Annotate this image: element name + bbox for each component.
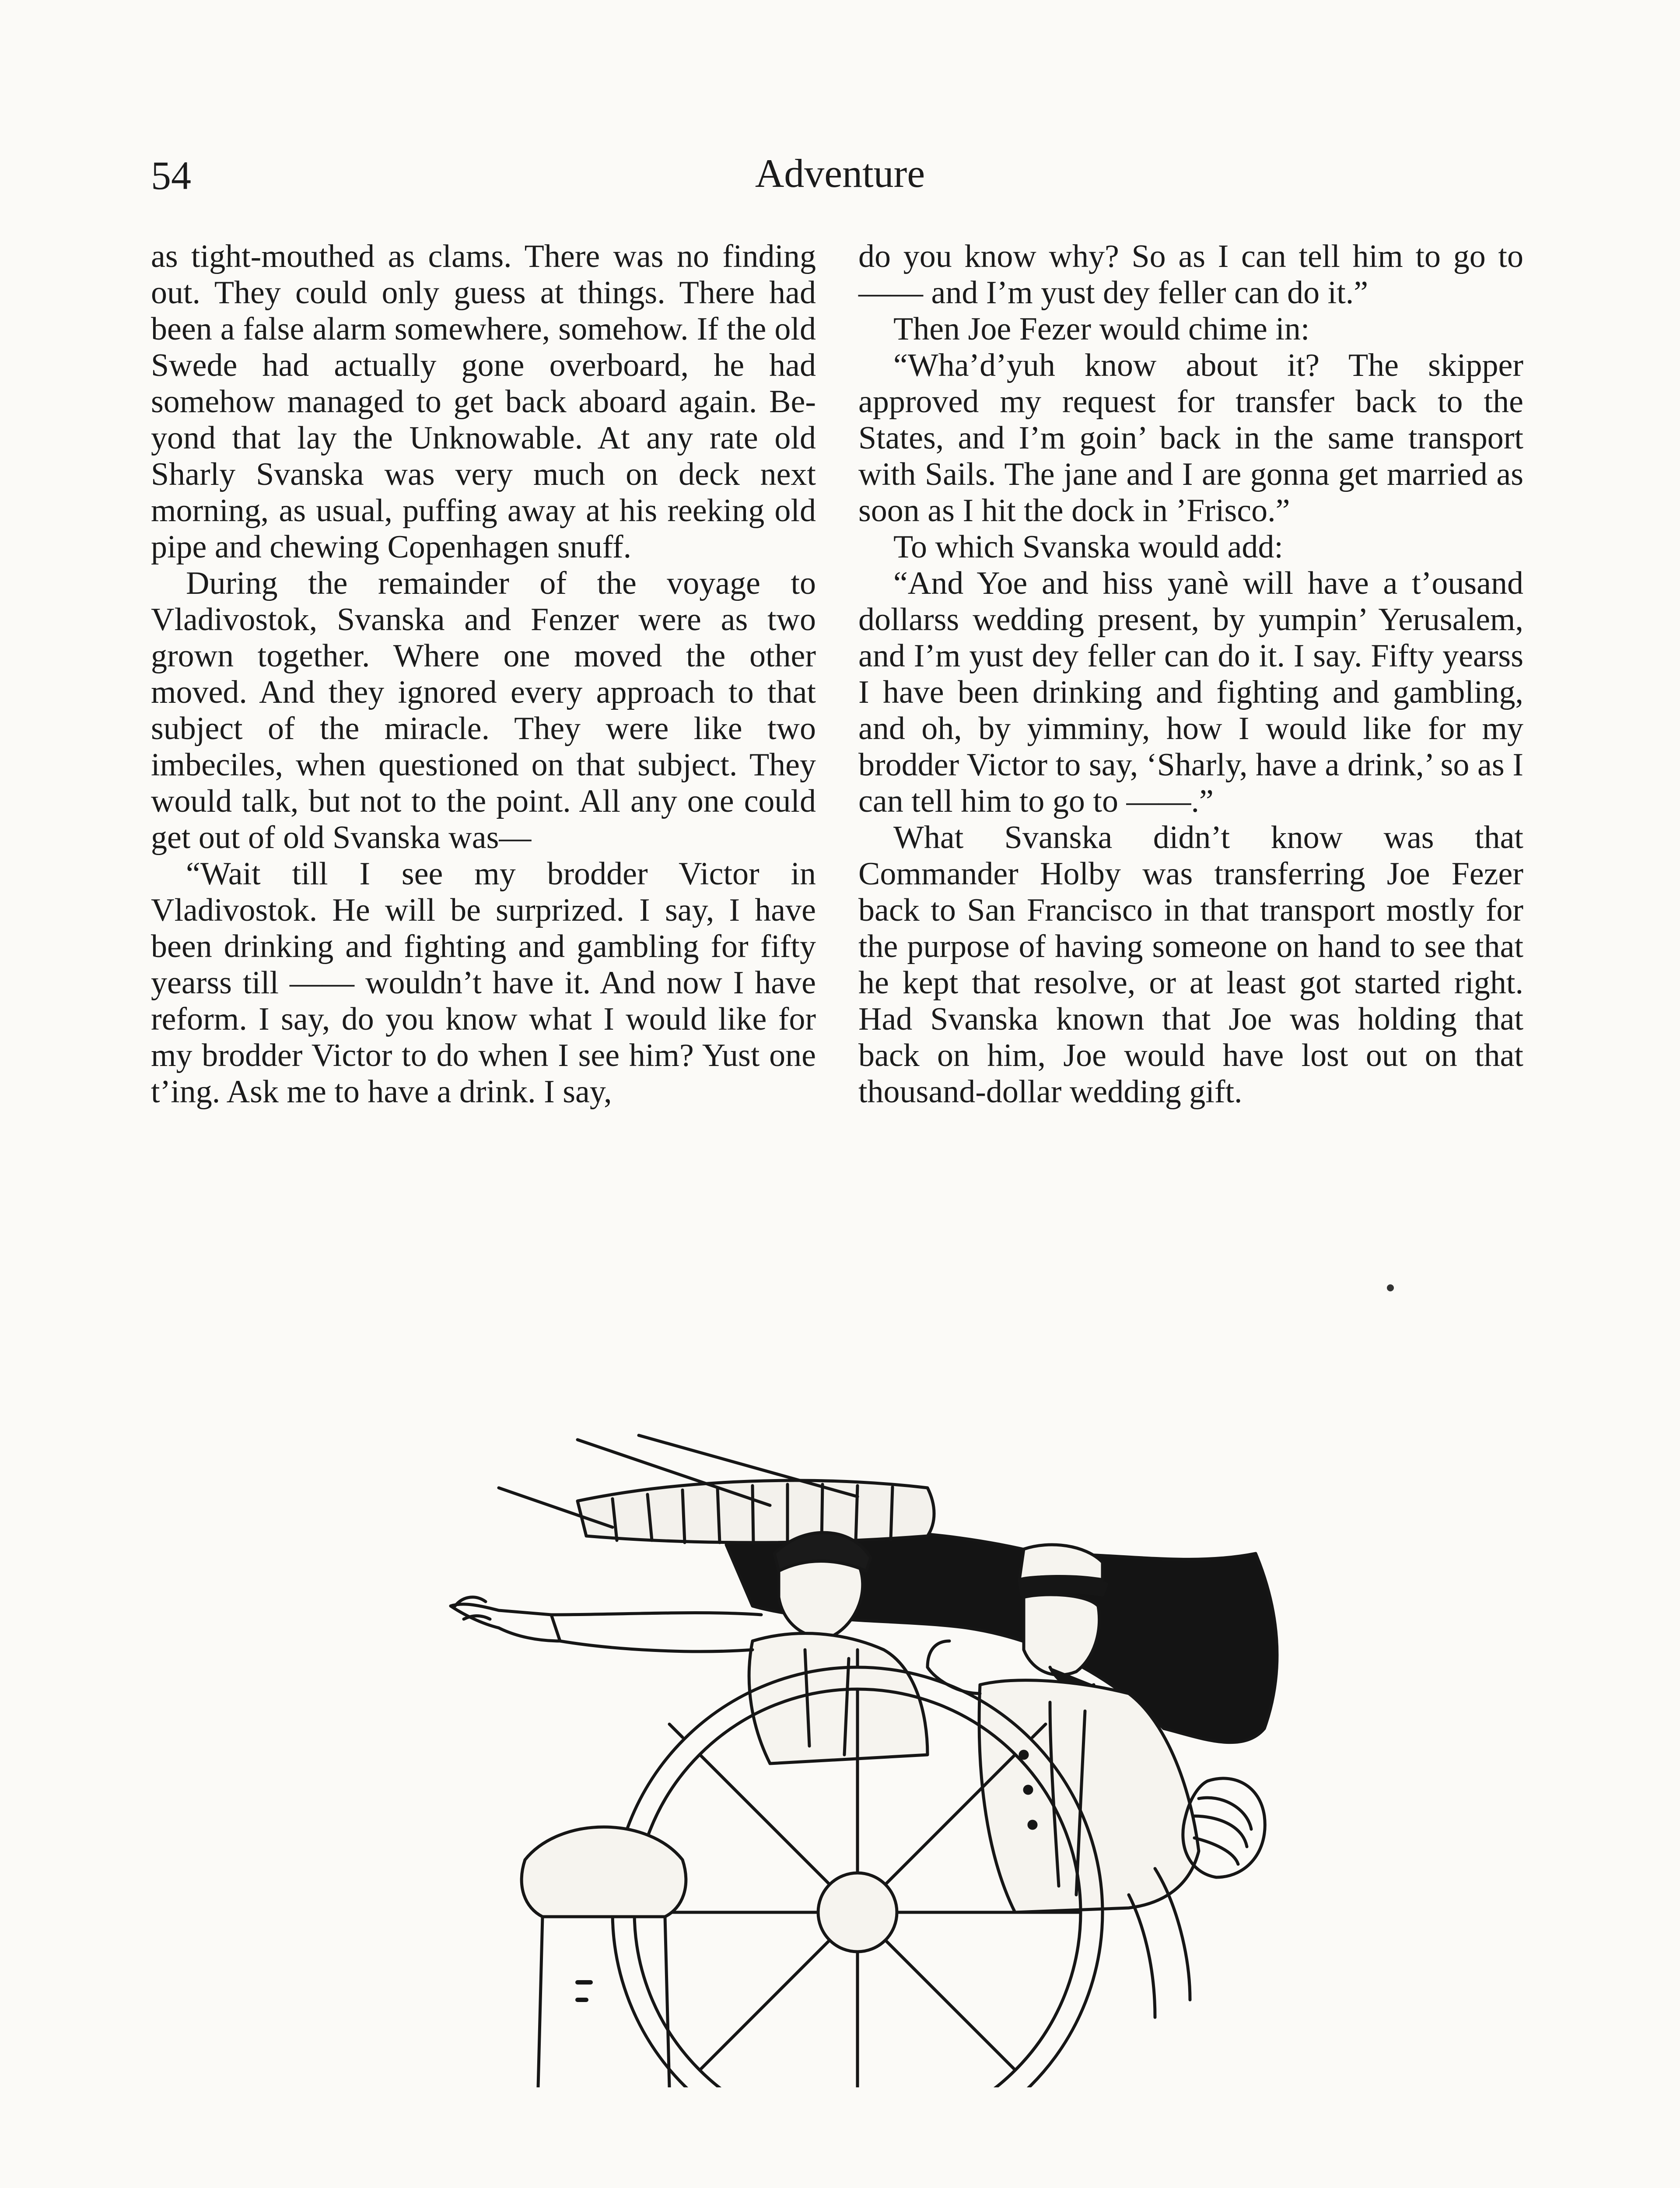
ink-dot	[1387, 1284, 1394, 1291]
binnacle	[522, 1827, 686, 1917]
left-column	[151, 238, 816, 1110]
paragraph: What Svanska didn’t know was that Commander Holby was transferring Joe Fezer back to San Francisco in that transport mostly for the purpose of having someone on hand to see that he kept that resolve, or at least got started right. Had Svanska known that Joe was holding that back on him, Joe would have lost out on that thousand-dollar wedding gift.	[858, 820, 1523, 1110]
paragraph: Then Joe Fezer would chime in:	[893, 311, 1310, 347]
right-column	[858, 238, 1523, 1110]
skipper	[1019, 1545, 1102, 1580]
paragraph: “And Yoe and hiss yanè will have a t’ousand dollarss wedding present, by yumpin’ Yerusalem, and I’m yust dey feller can do it. I say. Fifty yearss I have been drinking and fighting and gambling, and oh, by yimminy, how I would like for my brodder Victor to say, ‘Sharly, have a drink,’ so as I can tell him to go to ——.”	[858, 565, 1523, 819]
running-head: Adventure	[755, 151, 925, 196]
paragraph: During the remainder of the voyage to Vladivostok, Svanska and Fenzer were as two grown together. Where one moved the other moved. And they ignored every approach to that subject of the miracle. They were like two imbeciles, when questioned on that subject. They would talk, but not to the point. All any one could get out of old Svanska was—	[151, 565, 816, 856]
ship-wheel-illustration	[332, 1422, 1365, 2087]
paragraph: as tight-mouthed as clams. There was no finding out. They could only guess at things. There had been a false alarm somewhere, somehow. If the old Swede had actually gone overboard, he had somehow managed to get back aboard again. Beyond that lay the Unknowable. At any rate old Sharly Svanska was very much on deck next morning, as usual, puffing away at his reeking old pipe and chewing Copenhagen snuff.	[151, 238, 816, 565]
paragraph: “Wha’d’yuh know about it? The skipper approved my request for transfer back to the States, and I’m goin’ back in the same transport with Sails. The jane and I are gonna get married as soon as I hit the dock in ’Frisco.”	[858, 347, 1523, 529]
paragraph: do you know why? So as I can tell him to go to —— and I’m yust dey feller can do it.”	[858, 238, 1523, 311]
page-number: 54	[151, 153, 191, 198]
paragraph: “Wait till I see my brodder Victor in Vladivostok. He will be surprized. I say, I have been drinking and fighting and gambling for fifty yearss till —— wouldn’t have it. And now I have reform. I say, do you know what I would like for my brodder Victor to do when I see him? Yust one t’ing. Ask me to have a drink. I say,	[151, 856, 816, 1110]
paragraph: To which Svanska would add:	[893, 529, 1283, 565]
rolled-sail	[578, 1480, 934, 1543]
